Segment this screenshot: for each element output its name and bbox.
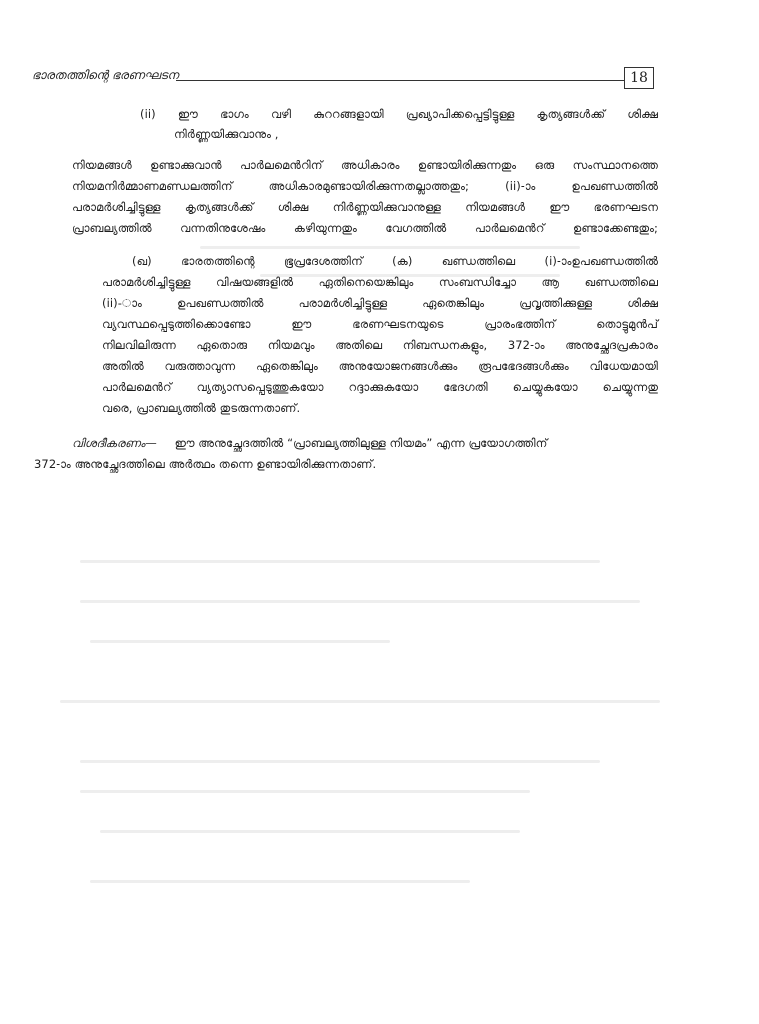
clause-b-line-8: വരെ, പ്രാബല്യത്തിൽ തുടരുന്നതാണ്. [102,401,301,415]
bleed-through-mark [90,640,390,643]
explanation-line-2: 372-ാം അനുച്ഛേദത്തിലെ അർത്ഥം തന്നെ ഉണ്ടായിരിക്കുന്നതാണ്. [34,457,377,471]
paragraph-1-line-1: നിയമങ്ങൾ ഉണ്ടാക്കുവാൻ പാർലമെൻറിന് അധികാരം ഉണ്ടായിരിക്കുന്നതും ഒരു സംസ്ഥാനത്തെ [72,158,658,172]
clause-ii-line-2: നിർണ്ണയിക്കുവാനും , [174,127,279,141]
clause-b-line-3: (ii)-ാം ഉപഖണ്ഡത്തിൽ പരാമർശിച്ചിട്ടുള്ള ഏതെങ്കിലും പ്രവൃത്തിക്കുള്ള ശിക്ഷ [102,296,658,310]
paragraph-1-line-4: പ്രാബല്യത്തിൽ വന്നതിനുശേഷം കഴിയുന്നതും വേഗത്തിൽ പാർലമെൻറ് ഉണ്ടാക്കേണ്ടതും; [72,221,658,235]
clause-b-line-1: (ഖ) ഭാരതത്തിന്റെ ഭൂപ്രദേശത്തിന് (ക) ഖണ്ഡത്തിലെ (i)-ാംഉപഖണ്ഡത്തിൽ [132,254,658,268]
bleed-through-mark [200,246,580,249]
header-rule [176,80,624,81]
bleed-through-mark [80,560,600,563]
explanation-line-1 [72,436,658,450]
clause-ii-line-1: (ii) ഈ ഭാഗം വഴി കുററങ്ങളായി പ്രഖ്യാപിക്കപ്പെട്ടിട്ടുള്ള കൃത്യങ്ങൾക്ക് ശിക്ഷ [140,107,658,121]
running-header [0,62,759,92]
bleed-through-mark [80,790,530,793]
bleed-through-mark [80,600,640,603]
paragraph-1-line-2: നിയമനിർമ്മാണമണ്ഡലത്തിന് അധികാരമുണ്ടായിരിക്കുന്നതല്ലാത്തതും; (ii)-ാം ഉപഖണ്ഡത്തിൽ [72,179,658,193]
clause-b-line-5: നിലവിലിരുന്ന ഏതൊരു നിയമവും അതിലെ നിബന്ധനകളും, 372-ാം അനുച്ഛേദപ്രകാരം [102,338,658,352]
bleed-through-mark [60,700,660,703]
bleed-through-mark [80,760,600,763]
bleed-through-mark [100,830,520,833]
page-number: 18 [624,67,654,89]
paragraph-1-line-3: പരാമർശിച്ചിട്ടുള്ള കൃത്യങ്ങൾക്ക് ശിക്ഷ നിർണ്ണയിക്കുവാനുള്ള നിയമങ്ങൾ ഈ ഭരണഘടന [72,200,658,214]
clause-b-line-2: പരാമർശിച്ചിട്ടുള്ള വിഷയങ്ങളിൽ ഏതിനെയെങ്കിലും സംബന്ധിച്ചോ ആ ഖണ്ഡത്തിലെ [102,275,658,289]
clause-b-line-7: പാർലമെൻറ് വ്യത്യാസപ്പെടുത്തുകയോ റദ്ദാക്കുകയോ ഭേദഗതി ചെയ്യുകയോ ചെയ്യുന്നതു [102,380,658,394]
explanation-term: വിശദീകരണം— [72,436,157,450]
clause-b-line-6: അതിൽ വരുത്താവുന്ന ഏതെങ്കിലും അനുയോജനങ്ങൾക്കും രൂപഭേദങ്ങൾക്കും വിധേയമായി [102,359,658,373]
explanation-text: ഈ അനുച്ഛേദത്തിൽ “പ്രാബല്യത്തിലുള്ള നിയമം” എന്ന പ്രയോഗത്തിന് [174,436,548,450]
clause-b-line-4: വ്യവസ്ഥപ്പെടുത്തിക്കൊണ്ടോ ഈ ഭരണഘടനയുടെ പ്രാരംഭത്തിന് തൊട്ടുമുൻപ് [102,317,658,331]
running-title: ഭാരതത്തിന്റെ ഭരണഘടന [32,68,179,82]
bleed-through-mark [90,880,470,883]
